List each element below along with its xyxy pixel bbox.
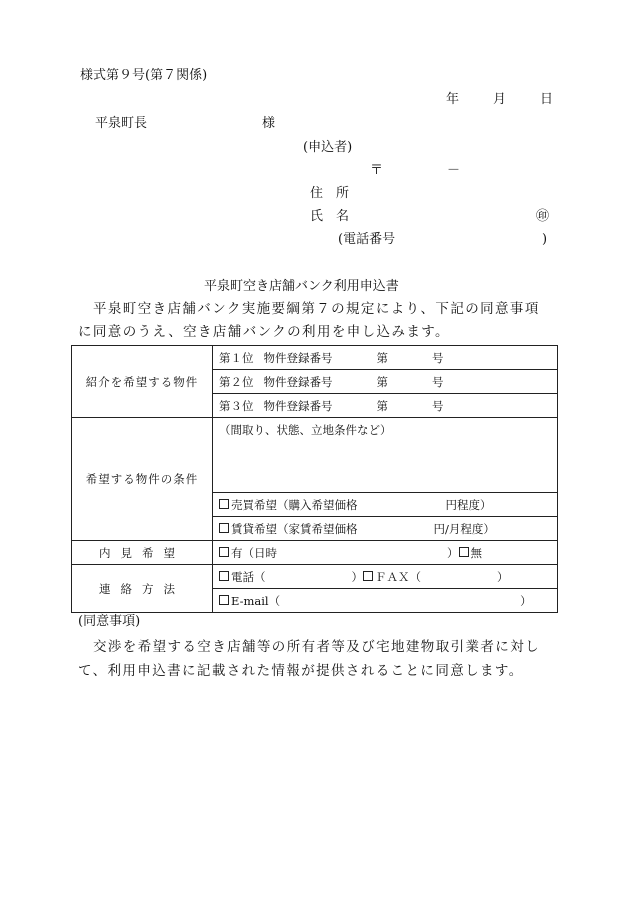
fax-close-paren: ） xyxy=(497,569,509,584)
postal-mark: 〒 xyxy=(370,163,384,178)
phone-close-paren: ） xyxy=(351,569,363,584)
date-year: 年 xyxy=(446,92,460,107)
viewing-no-label: 無 xyxy=(470,545,482,560)
addressee-name: 平泉町長 xyxy=(95,116,148,131)
intro-line-1: 平泉町空き店舗バンク実施要綱第７の規定により、下記の同意事項 xyxy=(93,301,540,317)
intro-line-2: に同意のうえ、空き店舗バンクの利用を申し込みます。 xyxy=(78,324,450,340)
email-checkbox[interactable] xyxy=(219,595,229,605)
registration-label: 物件登録番号 xyxy=(263,350,333,365)
rent-field[interactable] xyxy=(213,517,558,541)
sale-unit: 円程度） xyxy=(445,497,492,512)
viewing-no-checkbox[interactable] xyxy=(459,547,469,557)
registration-label: 物件登録番号 xyxy=(263,374,333,389)
table-row xyxy=(72,418,558,493)
consent-line-1: 交渉を希望する空き店舗等の所有者等及び宅地建物取引業者に対し xyxy=(93,639,540,655)
applicant-heading: (申込者) xyxy=(303,140,353,155)
number-prefix: 第 xyxy=(376,398,388,413)
sale-label: 売買希望（購入希望価格 xyxy=(231,497,358,512)
rent-unit: 円/月程度） xyxy=(433,521,495,536)
consent-line-2: て、利用申込書に記載された情報が提供されることに同意します。 xyxy=(78,663,524,679)
phone-label: (電話番号 xyxy=(338,232,396,247)
phone-checkbox[interactable] xyxy=(219,571,229,581)
consent-heading: (同意事項) xyxy=(78,614,141,629)
seal-mark: ㊞ xyxy=(536,209,550,224)
contact-label: 連絡方法 xyxy=(72,565,213,613)
rank-label: 第２位 xyxy=(219,374,254,389)
table-row xyxy=(72,346,558,370)
conditions-field[interactable] xyxy=(213,418,558,493)
rank-label: 第１位 xyxy=(219,350,254,365)
name-label: 氏 名 xyxy=(310,209,350,224)
rank-3-field[interactable] xyxy=(213,394,558,418)
email-close-paren: ） xyxy=(520,593,532,608)
rent-checkbox[interactable] xyxy=(219,523,229,533)
address-label: 住 所 xyxy=(310,186,350,201)
sale-checkbox[interactable] xyxy=(219,499,229,509)
number-prefix: 第 xyxy=(376,350,388,365)
document-title: 平泉町空き店舗バンク利用申込書 xyxy=(204,279,399,294)
fax-checkbox[interactable] xyxy=(363,571,373,581)
wanted-property-label: 紹介を希望する物件 xyxy=(72,346,213,418)
viewing-field[interactable] xyxy=(213,541,558,565)
addressee-honorific: 様 xyxy=(262,116,276,131)
phone-field[interactable] xyxy=(213,565,558,589)
application-table xyxy=(71,345,558,613)
rank-1-field[interactable] xyxy=(213,346,558,370)
registration-label: 物件登録番号 xyxy=(263,398,333,413)
form-number: 様式第９号(第７関係) xyxy=(80,68,208,83)
rent-label: 賃貸希望（家賃希望価格 xyxy=(231,521,358,536)
conditions-label: 希望する物件の条件 xyxy=(72,418,213,541)
rank-label: 第３位 xyxy=(219,398,254,413)
phone-label: 電話（ xyxy=(231,569,266,584)
date-month: 月 xyxy=(493,92,507,107)
viewing-close: ） xyxy=(447,545,459,560)
number-suffix: 号 xyxy=(432,374,444,389)
fax-label: ＦＡＸ（ xyxy=(375,569,421,584)
table-row xyxy=(72,565,558,589)
number-suffix: 号 xyxy=(432,398,444,413)
date-day: 日 xyxy=(540,92,554,107)
viewing-label: 内見希望 xyxy=(72,541,213,565)
email-field[interactable] xyxy=(213,589,558,613)
sale-field[interactable] xyxy=(213,493,558,517)
number-prefix: 第 xyxy=(376,374,388,389)
rank-2-field[interactable] xyxy=(213,370,558,394)
viewing-yes-label: 有（日時 xyxy=(231,545,277,560)
conditions-hint: （間取り、状態、立地条件など） xyxy=(219,423,392,437)
phone-close: ) xyxy=(542,232,548,247)
number-suffix: 号 xyxy=(432,350,444,365)
postal-dash: － xyxy=(447,163,461,178)
table-row xyxy=(72,541,558,565)
viewing-yes-checkbox[interactable] xyxy=(219,547,229,557)
email-label: E-mail（ xyxy=(231,593,281,608)
